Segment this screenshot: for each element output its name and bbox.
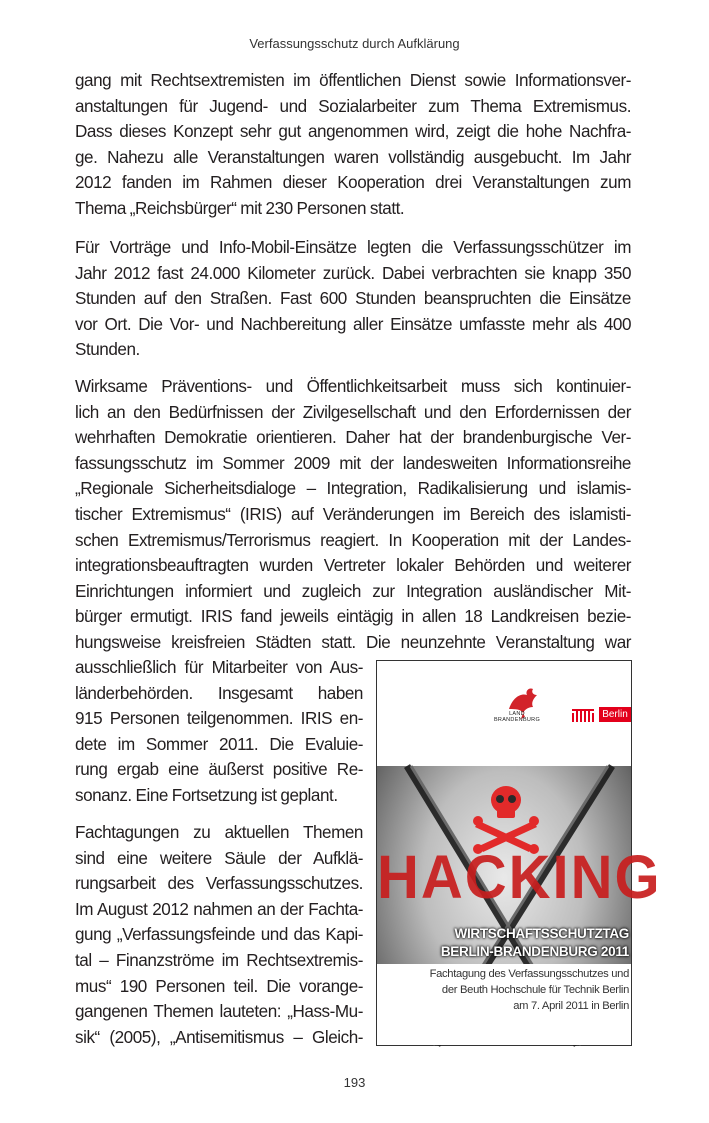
text-line: anstaltungen für Jugend- und Sozialarbeiter zum Thema Extremismus. bbox=[75, 96, 631, 116]
figure-title-line: WIRTSCHAFTSSCHUTZTAG bbox=[454, 926, 629, 941]
text-line: Einrichtungen informiert und zugleich zur Integration ausländischer Mit- bbox=[75, 581, 631, 601]
running-header: Verfassungsschutz durch Aufklärung bbox=[249, 36, 460, 51]
figure-flyer bbox=[376, 660, 662, 1046]
text-line: 915 Personen teilgenommen. IRIS en- bbox=[75, 709, 363, 729]
text-line: Wirksame Präventions- und Öffentlichkeitsarbeit muss sich kontinuier- bbox=[75, 377, 631, 396]
text-line: Im August 2012 nahmen an der Fachta- bbox=[75, 899, 363, 919]
text-line: ge. Nahezu alle Veranstaltungen waren vollständig ausgebucht. Im Jahr bbox=[75, 147, 631, 167]
text-line: gang mit Rechtsextremisten im öffentlichen Dienst sowie Informationsver- bbox=[75, 71, 631, 90]
brandenburg-logo-text bbox=[487, 711, 547, 723]
text-line: vor Ort. Die Vor- und Nachbereitung aller Einsätze umfasste mehr als 400 bbox=[75, 314, 631, 334]
figure-caption-line: der Beuth Hochschule für Technik Berlin bbox=[441, 984, 629, 996]
figure-caption-line: am 7. April 2011 in Berlin bbox=[513, 1000, 629, 1012]
text-line: dete im Sommer 2011. Die Evaluie- bbox=[75, 734, 363, 754]
text-line: länderbehörden. Insgesamt haben bbox=[75, 683, 363, 703]
text-line: Dass dieses Konzept sehr gut angenommen wird, zeigt die hohe Nachfra- bbox=[75, 122, 631, 142]
text-line: rungsarbeit des Verfassungsschutzes. bbox=[75, 874, 363, 894]
text-line: 2012 fanden im Rahmen dieser Kooperation drei Veranstaltungen zum bbox=[75, 173, 631, 193]
text-line: ausschließlich für Mitarbeiter von Aus- bbox=[75, 658, 363, 677]
text-line: Stunden. bbox=[75, 340, 140, 360]
text-line: „Regionale Sicherheitsdialoge – Integration, Radikalisierung und islamis- bbox=[75, 479, 631, 499]
text-line: Jahr 2012 fast 24.000 Kilometer zurück. Dabei verbrachten sie knapp 350 bbox=[75, 263, 631, 283]
hacking-image bbox=[377, 766, 662, 1045]
text-line: tischer Extremismus“ (IRIS) auf Veränderungen im Bereich des islamisti- bbox=[75, 504, 631, 524]
text-line: bürger ermutigt. IRIS fand jeweils eintägig in allen 18 Landkreisen bezie- bbox=[75, 607, 631, 627]
figure-logo-bar bbox=[377, 661, 631, 766]
text-line: integrationsbeauftragten wurden Vertreter lokaler Behörden und weiterer bbox=[75, 556, 631, 576]
text-line: Fachtagungen zu aktuellen Themen bbox=[75, 823, 363, 842]
text-line: Stunden auf den Straßen. Fast 600 Stunden beanspruchten die Einsätze bbox=[75, 289, 631, 309]
berlin-logo-label: Berlin bbox=[599, 707, 631, 722]
brandenburg-logo-line: BRANDENBURG bbox=[493, 717, 541, 723]
text-line: gangenen Themen lauteten: „Hass-Mu- bbox=[75, 1002, 363, 1022]
page-number: 193 bbox=[343, 1075, 366, 1090]
text-line: schen Extremismus/Terrorismus reagiert. In Kooperation mit der Landes- bbox=[75, 530, 631, 550]
text-line: rung ergab eine äußerst positive Re- bbox=[75, 760, 363, 780]
text-line: gung „Verfassungsfeinde und das Kapi- bbox=[75, 925, 363, 945]
text-line: Thema „Reichsbürger“ mit 230 Personen statt. bbox=[75, 198, 405, 218]
paragraph-3-continued bbox=[75, 655, 363, 809]
text-line: tal – Finanzströme im Rechtsextremis- bbox=[75, 950, 363, 970]
paragraph-4 bbox=[75, 820, 363, 1050]
hacking-word: HACKING bbox=[377, 843, 662, 912]
text-line: sind eine weitere Säule der Aufklä- bbox=[75, 848, 363, 868]
text-line: lich an den Bedürfnissen der Zivilgesellschaft und den Erfordernissen der bbox=[75, 402, 631, 422]
text-line: hungsweise kreisfreien Städten statt. Die neunzehnte Veranstaltung war bbox=[75, 632, 631, 652]
text-line: Für Vorträge und Info-Mobil-Einsätze legten die Verfassungsschützer im bbox=[75, 238, 631, 257]
text-line: mus“ 190 Personen teil. Die vorange- bbox=[75, 976, 363, 996]
figure-title-line: BERLIN-BRANDENBURG 2011 bbox=[440, 944, 629, 959]
figure-caption-line: Fachtagung des Verfassungsschutzes und bbox=[429, 968, 629, 980]
text-line: sonanz. Eine Fortsetzung ist geplant. bbox=[75, 785, 338, 805]
text-line: fassungsschutz im Sommer 2009 mit der landesweiten Informationsreihe bbox=[75, 453, 631, 473]
paragraph-3 bbox=[75, 374, 631, 656]
paragraph-2 bbox=[75, 235, 631, 363]
text-line: sik“ (2005), „Antisemitismus – Gleich- bbox=[75, 1027, 363, 1047]
brandenburg-logo-line: LAND bbox=[509, 711, 525, 717]
paragraph-1 bbox=[75, 68, 631, 222]
figure-caption bbox=[379, 966, 629, 1014]
text-line: wehrhaften Demokratie orientieren. Daher hat der brandenburgische Ver- bbox=[75, 428, 631, 448]
